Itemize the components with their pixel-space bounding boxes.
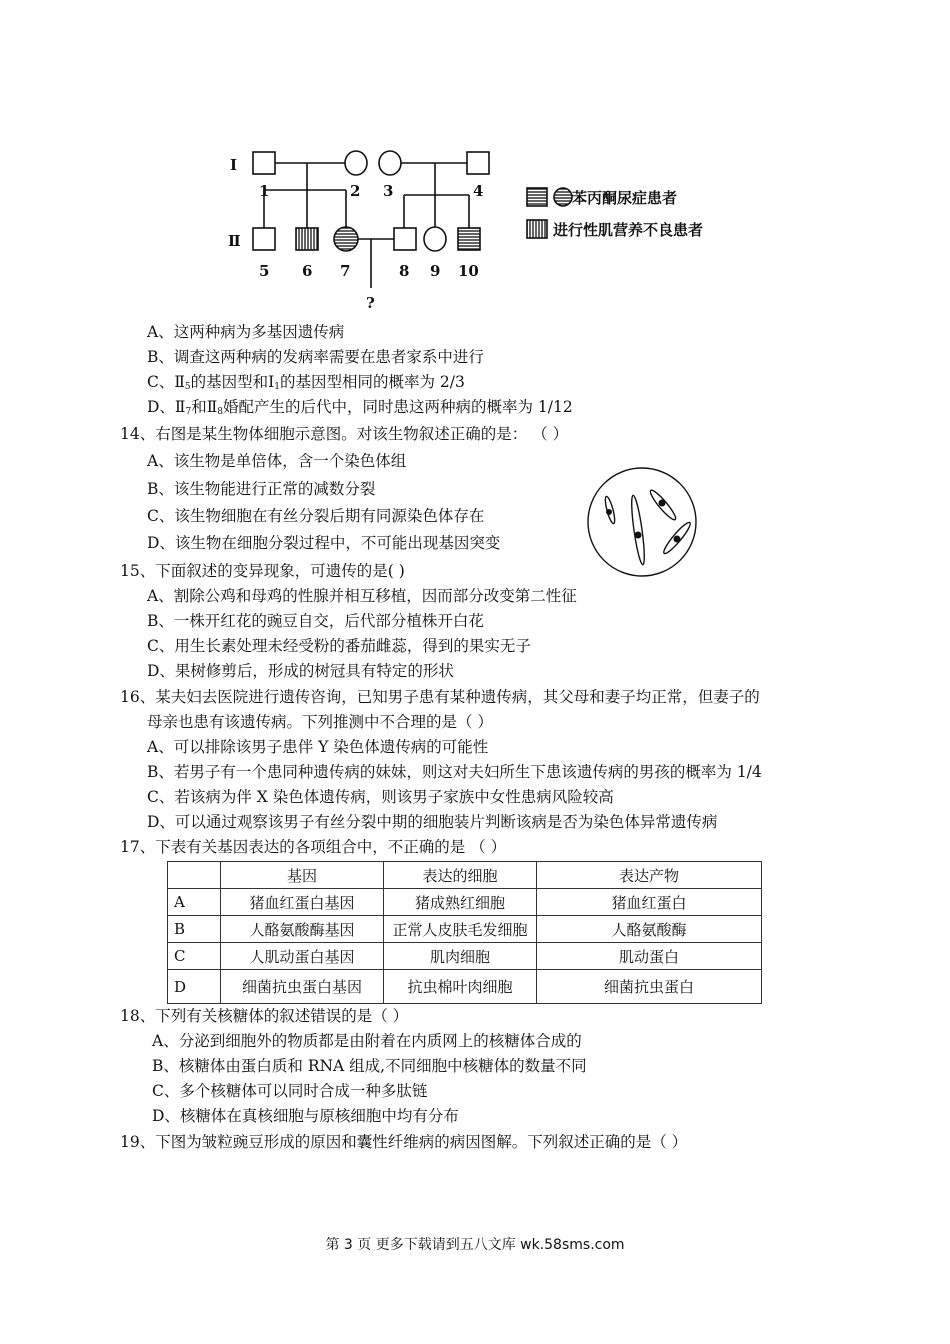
q13-option-c: C、$Ⅱ_5$的基因型和$Ⅰ_1$的基因型相同的概率为 2/3 bbox=[147, 373, 465, 392]
generation-II-label: Ⅱ bbox=[228, 232, 241, 250]
q13-option-b: B、调查这两种病的发病率需要在患者家系中进行 bbox=[147, 348, 484, 366]
individual-I1 bbox=[253, 152, 275, 174]
q14-option-d: D、该生物在细胞分裂过程中，不可能出现基因突变 bbox=[147, 534, 501, 552]
label-3: 3 bbox=[383, 182, 394, 200]
individual-I3 bbox=[379, 151, 401, 175]
table-cell: 抗虫棉叶肉细胞 bbox=[384, 970, 537, 1004]
table-cell: 肌肉细胞 bbox=[384, 943, 537, 970]
cell-diagram bbox=[585, 465, 700, 580]
individual-II5 bbox=[253, 228, 275, 250]
label-5: 5 bbox=[259, 262, 270, 280]
table-cell: 人酪氨酸酶基因 bbox=[221, 916, 384, 943]
individual-II9 bbox=[424, 227, 446, 251]
table-header-cell: 表达的细胞 bbox=[384, 862, 537, 889]
q16-option-c: C、若该病为伴 X 染色体遗传病，则该男子家族中女性患病风险较高 bbox=[147, 788, 614, 806]
pedigree-diagram bbox=[220, 140, 740, 315]
q14-option-b: B、该生物能进行正常的减数分裂 bbox=[147, 480, 376, 498]
label-10: 10 bbox=[458, 262, 479, 280]
table-row bbox=[168, 943, 762, 970]
table-cell: 细菌抗虫蛋白基因 bbox=[221, 970, 384, 1004]
q14-option-c: C、该生物细胞在有丝分裂后期有同源染色体存在 bbox=[147, 507, 485, 525]
table-cell: 正常人皮肤毛发细胞 bbox=[384, 916, 537, 943]
table-cell: 人肌动蛋白基因 bbox=[221, 943, 384, 970]
q18-option-d: D、核糖体在真核细胞与原核细胞中均有分布 bbox=[152, 1107, 459, 1125]
table-cell: B bbox=[168, 916, 221, 943]
table-cell: 猪成熟红细胞 bbox=[384, 889, 537, 916]
individual-II10 bbox=[458, 228, 480, 250]
table-header-cell: 基因 bbox=[221, 862, 384, 889]
q18-option-b: B、核糖体由蛋白质和 RNA 组成,不同细胞中核糖体的数量不同 bbox=[152, 1057, 587, 1075]
table-cell: A bbox=[168, 889, 221, 916]
table-row bbox=[168, 889, 762, 916]
q16-option-a: A、可以排除该男子患伴 Y 染色体遗传病的可能性 bbox=[147, 738, 489, 756]
label-2: 2 bbox=[350, 182, 361, 200]
gene-expression-table bbox=[167, 861, 762, 1004]
q15-option-c: C、用生长素处理未经受粉的番茄雌蕊，得到的果实无子 bbox=[147, 637, 531, 655]
q17-stem: 17、下表有关基因表达的各项组合中，不正确的是 （ ） bbox=[120, 838, 507, 856]
q18-stem: 18、下列有关核糖体的叙述错误的是（ ） bbox=[120, 1007, 409, 1025]
q19-stem: 19、下图为皱粒豌豆形成的原因和囊性纤维病的病因图解。下列叙述正确的是（ ） bbox=[120, 1133, 688, 1151]
q14-stem: 14、右图是某生物体细胞示意图。对该生物叙述正确的是： （ ） bbox=[120, 425, 569, 443]
table-cell: 细菌抗虫蛋白 bbox=[537, 970, 762, 1004]
table-cell: 肌动蛋白 bbox=[537, 943, 762, 970]
table-cell: C bbox=[168, 943, 221, 970]
q18-option-c: C、多个核糖体可以同时合成一种多肽链 bbox=[152, 1082, 428, 1100]
label-8: 8 bbox=[399, 262, 410, 280]
q16-option-d: D、可以通过观察该男子有丝分裂中期的细胞装片判断该病是否为染色体异常遗传病 bbox=[147, 813, 718, 831]
table-cell: 猪血红蛋白 bbox=[537, 889, 762, 916]
label-4: 4 bbox=[473, 182, 484, 200]
table-row bbox=[168, 970, 762, 1004]
label-7: 7 bbox=[340, 262, 351, 280]
offspring-question: ? bbox=[366, 294, 375, 312]
label-6: 6 bbox=[302, 262, 313, 280]
table-row bbox=[168, 916, 762, 943]
table-cell: 猪血红蛋白基因 bbox=[221, 889, 384, 916]
table-header-cell bbox=[168, 862, 221, 889]
table-cell: D bbox=[168, 970, 221, 1004]
individual-II8 bbox=[394, 228, 416, 250]
legend-pku-circle bbox=[554, 188, 572, 206]
q14-option-a: A、该生物是单倍体，含一个染色体组 bbox=[147, 452, 407, 470]
q15-option-a: A、割除公鸡和母鸡的性腺并相互移植，因而部分改变第二性征 bbox=[147, 587, 577, 605]
individual-I2 bbox=[345, 151, 367, 175]
q13-option-a: A、这两种病为多基因遗传病 bbox=[147, 323, 345, 341]
individual-II6 bbox=[296, 228, 318, 250]
label-9: 9 bbox=[430, 262, 441, 280]
q16-stem-line2: 母亲也患有该遗传病。下列推测中不合理的是（ ） bbox=[147, 713, 493, 731]
q13-option-d: D、$Ⅱ_7$和$Ⅱ_8$婚配产生的后代中，同时患这两种病的概率为 1/12 bbox=[147, 398, 573, 417]
table-header-row bbox=[168, 862, 762, 889]
page-footer: 第 3 页 更多下载请到五八文库 wk.58sms.com bbox=[325, 1237, 625, 1253]
individual-II7 bbox=[334, 227, 358, 251]
q18-option-a: A、分泌到细胞外的物质都是由附着在内质网上的核糖体合成的 bbox=[152, 1032, 582, 1050]
individual-I4 bbox=[467, 152, 489, 174]
q15-option-d: D、果树修剪后，形成的树冠具有特定的形状 bbox=[147, 662, 454, 680]
q15-stem: 15、下面叙述的变异现象，可遗传的是( ) bbox=[120, 562, 405, 580]
legend-pku-square bbox=[527, 188, 547, 206]
q16-stem-line1: 16、某夫妇去医院进行遗传咨询，已知男子患有某种遗传病，其父母和妻子均正常，但妻子的 bbox=[120, 688, 760, 706]
q16-option-b: B、若男子有一个患同种遗传病的妹妹，则这对夫妇所生下患该遗传病的男孩的概率为 1/4 bbox=[147, 763, 762, 781]
legend-dmd-square bbox=[527, 220, 547, 238]
table-header-cell: 表达产物 bbox=[537, 862, 762, 889]
table-cell: 人酪氨酸酶 bbox=[537, 916, 762, 943]
label-1: 1 bbox=[259, 182, 270, 200]
generation-I-label: Ⅰ bbox=[230, 156, 238, 174]
legend-dmd-label: 进行性肌营养不良患者 bbox=[553, 221, 704, 239]
legend-pku-label: 苯丙酮尿症患者 bbox=[572, 189, 678, 207]
q15-option-b: B、一株开红花的豌豆自交，后代部分植株开白花 bbox=[147, 612, 484, 630]
